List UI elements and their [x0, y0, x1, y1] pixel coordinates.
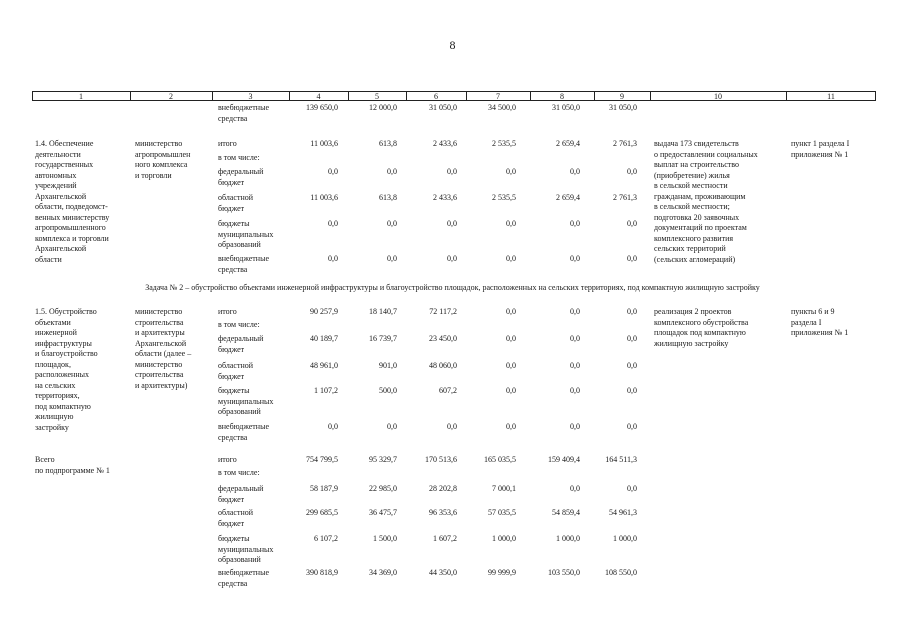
value-cell: 0,0	[387, 219, 397, 228]
value-cell: 2 659,4	[556, 139, 580, 148]
value-cell: 2 761,3	[613, 193, 637, 202]
row-label: итого	[218, 139, 237, 148]
value-cell: 31 050,0	[552, 103, 580, 112]
value-cell: 57 035,5	[488, 508, 516, 517]
value-cell: 34 500,0	[488, 103, 516, 112]
measure-name: государственных	[35, 160, 94, 169]
value-cell: 0,0	[387, 167, 397, 176]
value-cell: 99 999,9	[488, 568, 516, 577]
row-label: внебюджетные	[218, 422, 269, 431]
value-cell: 0,0	[506, 219, 516, 228]
row-label: бюджеты	[218, 386, 250, 395]
measure-name: 1.4. Обеспечение	[35, 139, 94, 148]
value-cell: 95 329,7	[369, 455, 397, 464]
executor: области (далее –	[135, 349, 192, 358]
row-label: федеральный	[218, 484, 264, 493]
executor: министерство	[135, 139, 183, 148]
value-cell: 31 050,0	[429, 103, 457, 112]
value-cell: 1 107,2	[314, 386, 338, 395]
value-cell: 613,8	[379, 193, 397, 202]
value-cell: 90 257,9	[310, 307, 338, 316]
row-label: федеральный	[218, 334, 264, 343]
value-cell: 18 140,7	[369, 307, 397, 316]
measure-name: под компактную	[35, 401, 91, 411]
value-cell: 0,0	[570, 484, 580, 493]
value-cell: 96 353,6	[429, 508, 457, 517]
row-label: внебюджетные	[218, 103, 269, 112]
executor: ного комплекса	[135, 160, 188, 169]
row-label: средства	[218, 113, 248, 123]
row-label: внебюджетные	[218, 254, 269, 263]
value-cell: 0,0	[627, 307, 637, 316]
expected-result: (приобретение) жилья	[654, 170, 730, 180]
measure-name: Архангельской	[35, 191, 87, 201]
value-cell: 0,0	[627, 334, 637, 343]
expected-result: сельских территорий	[654, 244, 726, 253]
value-cell: 0,0	[627, 386, 637, 395]
value-cell: 0,0	[506, 334, 516, 343]
value-cell: 1 000,0	[492, 534, 516, 543]
row-label: в том числе:	[218, 468, 260, 477]
value-cell: 170 513,6	[425, 455, 457, 464]
column-number: 11	[827, 92, 835, 101]
row-label: муниципальных	[218, 544, 274, 554]
value-cell: 108 550,0	[605, 568, 637, 577]
reference: пункт 1 раздела I	[791, 139, 850, 148]
value-cell: 2 433,6	[433, 139, 457, 148]
expected-result: площадок под компактную	[654, 328, 746, 337]
row-label: средства	[218, 432, 248, 442]
measure-name: инженерной	[35, 328, 77, 337]
measure-name: области, подведомст-	[35, 202, 108, 211]
total-name: Всего	[35, 455, 55, 464]
column-number: 3	[248, 92, 253, 101]
column-number: 6	[434, 92, 438, 101]
value-cell: 0,0	[627, 361, 637, 370]
value-cell: 0,0	[627, 167, 637, 176]
value-cell: 0,0	[506, 422, 516, 431]
value-cell: 613,8	[379, 139, 397, 148]
value-cell: 0,0	[570, 361, 580, 370]
reference: приложения № 1	[791, 328, 849, 337]
value-cell: 7 000,1	[492, 484, 516, 493]
expected-result: гражданам, проживающим	[654, 191, 746, 201]
value-cell: 0,0	[328, 254, 338, 263]
value-cell: 28 202,8	[429, 484, 457, 493]
value-cell: 72 117,2	[429, 307, 457, 316]
column-number: 8	[560, 92, 564, 101]
value-cell: 2 433,6	[433, 193, 457, 202]
row-label: в том числе:	[218, 153, 260, 162]
value-cell: 34 369,0	[369, 568, 397, 577]
measure-name: Архангельской	[35, 244, 87, 253]
row-label: бюджеты	[218, 534, 250, 543]
measure-name: инфраструктуры	[35, 338, 92, 348]
value-cell: 0,0	[447, 254, 457, 263]
row-label: муниципальных	[218, 229, 274, 239]
column-number: 4	[316, 92, 321, 101]
value-cell: 0,0	[506, 254, 516, 263]
value-cell: 0,0	[570, 422, 580, 431]
row-label: внебюджетные	[218, 568, 269, 577]
value-cell: 12 000,0	[369, 103, 397, 112]
executor: строительства	[135, 370, 184, 379]
row-label: образований	[218, 555, 261, 564]
expected-result: комплексного обустройства	[654, 317, 749, 327]
value-cell: 48 060,0	[429, 361, 457, 370]
value-cell: 0,0	[570, 219, 580, 228]
expected-result: о предоставлении социальных	[654, 149, 758, 159]
value-cell: 299 685,5	[306, 508, 338, 517]
row-label: итого	[218, 455, 237, 464]
expected-result: реализация 2 проектов	[654, 307, 732, 316]
value-cell: 0,0	[627, 484, 637, 493]
value-cell: 23 450,0	[429, 334, 457, 343]
value-cell: 40 189,7	[310, 334, 338, 343]
measure-name: и благоустройство	[35, 349, 98, 358]
value-cell: 6 107,2	[314, 534, 338, 543]
executor: агропромышлен	[135, 149, 191, 159]
executor: и торговли	[135, 170, 172, 180]
value-cell: 159 409,4	[548, 455, 580, 464]
value-cell: 1 500,0	[373, 534, 397, 543]
executor: и архитектуры)	[135, 380, 188, 390]
measure-name: на сельских	[35, 380, 76, 390]
column-number: 10	[714, 92, 722, 101]
value-cell: 44 350,0	[429, 568, 457, 577]
measure-name: застройку	[35, 422, 69, 432]
value-cell: 0,0	[627, 219, 637, 228]
value-cell: 500,0	[379, 386, 397, 395]
expected-result: комплексного развития	[654, 233, 734, 243]
value-cell: 0,0	[387, 254, 397, 263]
row-label: областной	[218, 193, 254, 202]
value-cell: 103 550,0	[548, 568, 580, 577]
value-cell: 0,0	[570, 254, 580, 263]
measure-name: 1.5. Обустройство	[35, 307, 97, 316]
column-number: 2	[169, 92, 173, 101]
executor: Архангельской	[135, 338, 187, 348]
value-cell: 390 818,9	[306, 568, 338, 577]
row-label: бюджет	[218, 371, 245, 381]
row-label: образований	[218, 407, 261, 416]
expected-result: подготовка 20 заявочных	[654, 212, 740, 222]
expected-result: выплат на строительство	[654, 160, 739, 169]
row-label: муниципальных	[218, 396, 274, 406]
executor: и архитектуры	[135, 328, 185, 337]
measure-name: области	[35, 254, 62, 264]
measure-name: автономных	[35, 170, 77, 180]
column-number: 9	[620, 92, 624, 101]
reference: раздела I	[791, 317, 822, 327]
value-cell: 607,2	[439, 386, 457, 395]
row-label: в том числе:	[218, 320, 260, 329]
measure-name: жилищную	[35, 412, 74, 421]
value-cell: 901,0	[379, 361, 397, 370]
row-label: образований	[218, 240, 261, 249]
value-cell: 754 799,5	[306, 455, 338, 464]
value-cell: 0,0	[570, 334, 580, 343]
value-cell: 0,0	[328, 167, 338, 176]
value-cell: 1 000,0	[613, 534, 637, 543]
value-cell: 16 739,7	[369, 334, 397, 343]
value-cell: 2 659,4	[556, 193, 580, 202]
measure-name: венных министерству	[35, 212, 110, 222]
value-cell: 11 003,6	[310, 193, 338, 202]
expected-result: жилищную застройку	[654, 338, 729, 348]
value-cell: 0,0	[506, 167, 516, 176]
value-cell: 139 650,0	[306, 103, 338, 112]
value-cell: 58 187,9	[310, 484, 338, 493]
total-name: по подпрограмме № 1	[35, 465, 110, 475]
value-cell: 0,0	[328, 219, 338, 228]
value-cell: 2 761,3	[613, 139, 637, 148]
value-cell: 0,0	[506, 307, 516, 316]
executor: министерство	[135, 359, 183, 369]
value-cell: 0,0	[627, 422, 637, 431]
expected-result: (сельских агломераций)	[654, 254, 736, 264]
value-cell: 0,0	[328, 422, 338, 431]
value-cell: 2 535,5	[492, 139, 516, 148]
column-number: 7	[496, 92, 500, 101]
row-label: средства	[218, 578, 248, 588]
column-number: 5	[375, 92, 379, 101]
row-label: федеральный	[218, 167, 264, 176]
row-label: итого	[218, 307, 237, 316]
row-label: областной	[218, 508, 254, 517]
value-cell: 0,0	[506, 386, 516, 395]
value-cell: 165 035,5	[484, 455, 516, 464]
value-cell: 164 511,3	[605, 455, 637, 464]
value-cell: 1 000,0	[556, 534, 580, 543]
measure-name: учреждений	[35, 181, 77, 190]
value-cell: 0,0	[447, 219, 457, 228]
measure-name: площадок,	[35, 359, 71, 369]
row-label: бюджет	[218, 344, 245, 354]
row-label: бюджет	[218, 203, 245, 213]
value-cell: 0,0	[570, 307, 580, 316]
measure-name: территориях,	[35, 391, 80, 400]
expected-result: выдача 173 свидетельств	[654, 139, 739, 148]
value-cell: 0,0	[627, 254, 637, 263]
value-cell: 36 475,7	[369, 508, 397, 517]
value-cell: 48 961,0	[310, 361, 338, 370]
reference: приложения № 1	[791, 149, 849, 159]
executor: строительства	[135, 317, 184, 327]
value-cell: 0,0	[506, 361, 516, 370]
value-cell: 22 985,0	[369, 484, 397, 493]
value-cell: 1 607,2	[433, 534, 457, 543]
reference: пункты 6 и 9	[791, 307, 835, 316]
value-cell: 31 050,0	[609, 103, 637, 112]
measure-name: деятельности	[35, 149, 81, 159]
value-cell: 0,0	[570, 386, 580, 395]
value-cell: 0,0	[447, 422, 457, 431]
value-cell: 0,0	[387, 422, 397, 431]
value-cell: 11 003,6	[310, 139, 338, 148]
expected-result: документаций по проектам	[654, 223, 747, 232]
row-label: областной	[218, 361, 254, 370]
page-number: 8	[449, 38, 456, 52]
expected-result: в сельской местности	[654, 181, 728, 190]
task-2-heading: Задача № 2 – обустройство объектами инженерной инфраструктуры и благоустройство площадок, расположенных на сельских территориях, под компактную жилищную застройку	[145, 283, 760, 292]
row-label: бюджет	[218, 494, 245, 504]
value-cell: 0,0	[570, 167, 580, 176]
value-cell: 2 535,5	[492, 193, 516, 202]
row-label: бюджет	[218, 518, 245, 528]
row-label: бюджет	[218, 177, 245, 187]
measure-name: агропромышленного	[35, 223, 106, 232]
executor: министерство	[135, 307, 183, 316]
expected-result: в сельской местности;	[654, 202, 730, 211]
value-cell: 54 859,4	[552, 508, 580, 517]
measure-name: комплекса и торговли	[35, 233, 109, 243]
row-label: бюджеты	[218, 219, 250, 228]
measure-name: объектами	[35, 317, 71, 327]
value-cell: 54 961,3	[609, 508, 637, 517]
measure-name: расположенных	[35, 370, 89, 379]
column-number: 1	[79, 92, 83, 101]
value-cell: 0,0	[447, 167, 457, 176]
row-label: средства	[218, 264, 248, 274]
